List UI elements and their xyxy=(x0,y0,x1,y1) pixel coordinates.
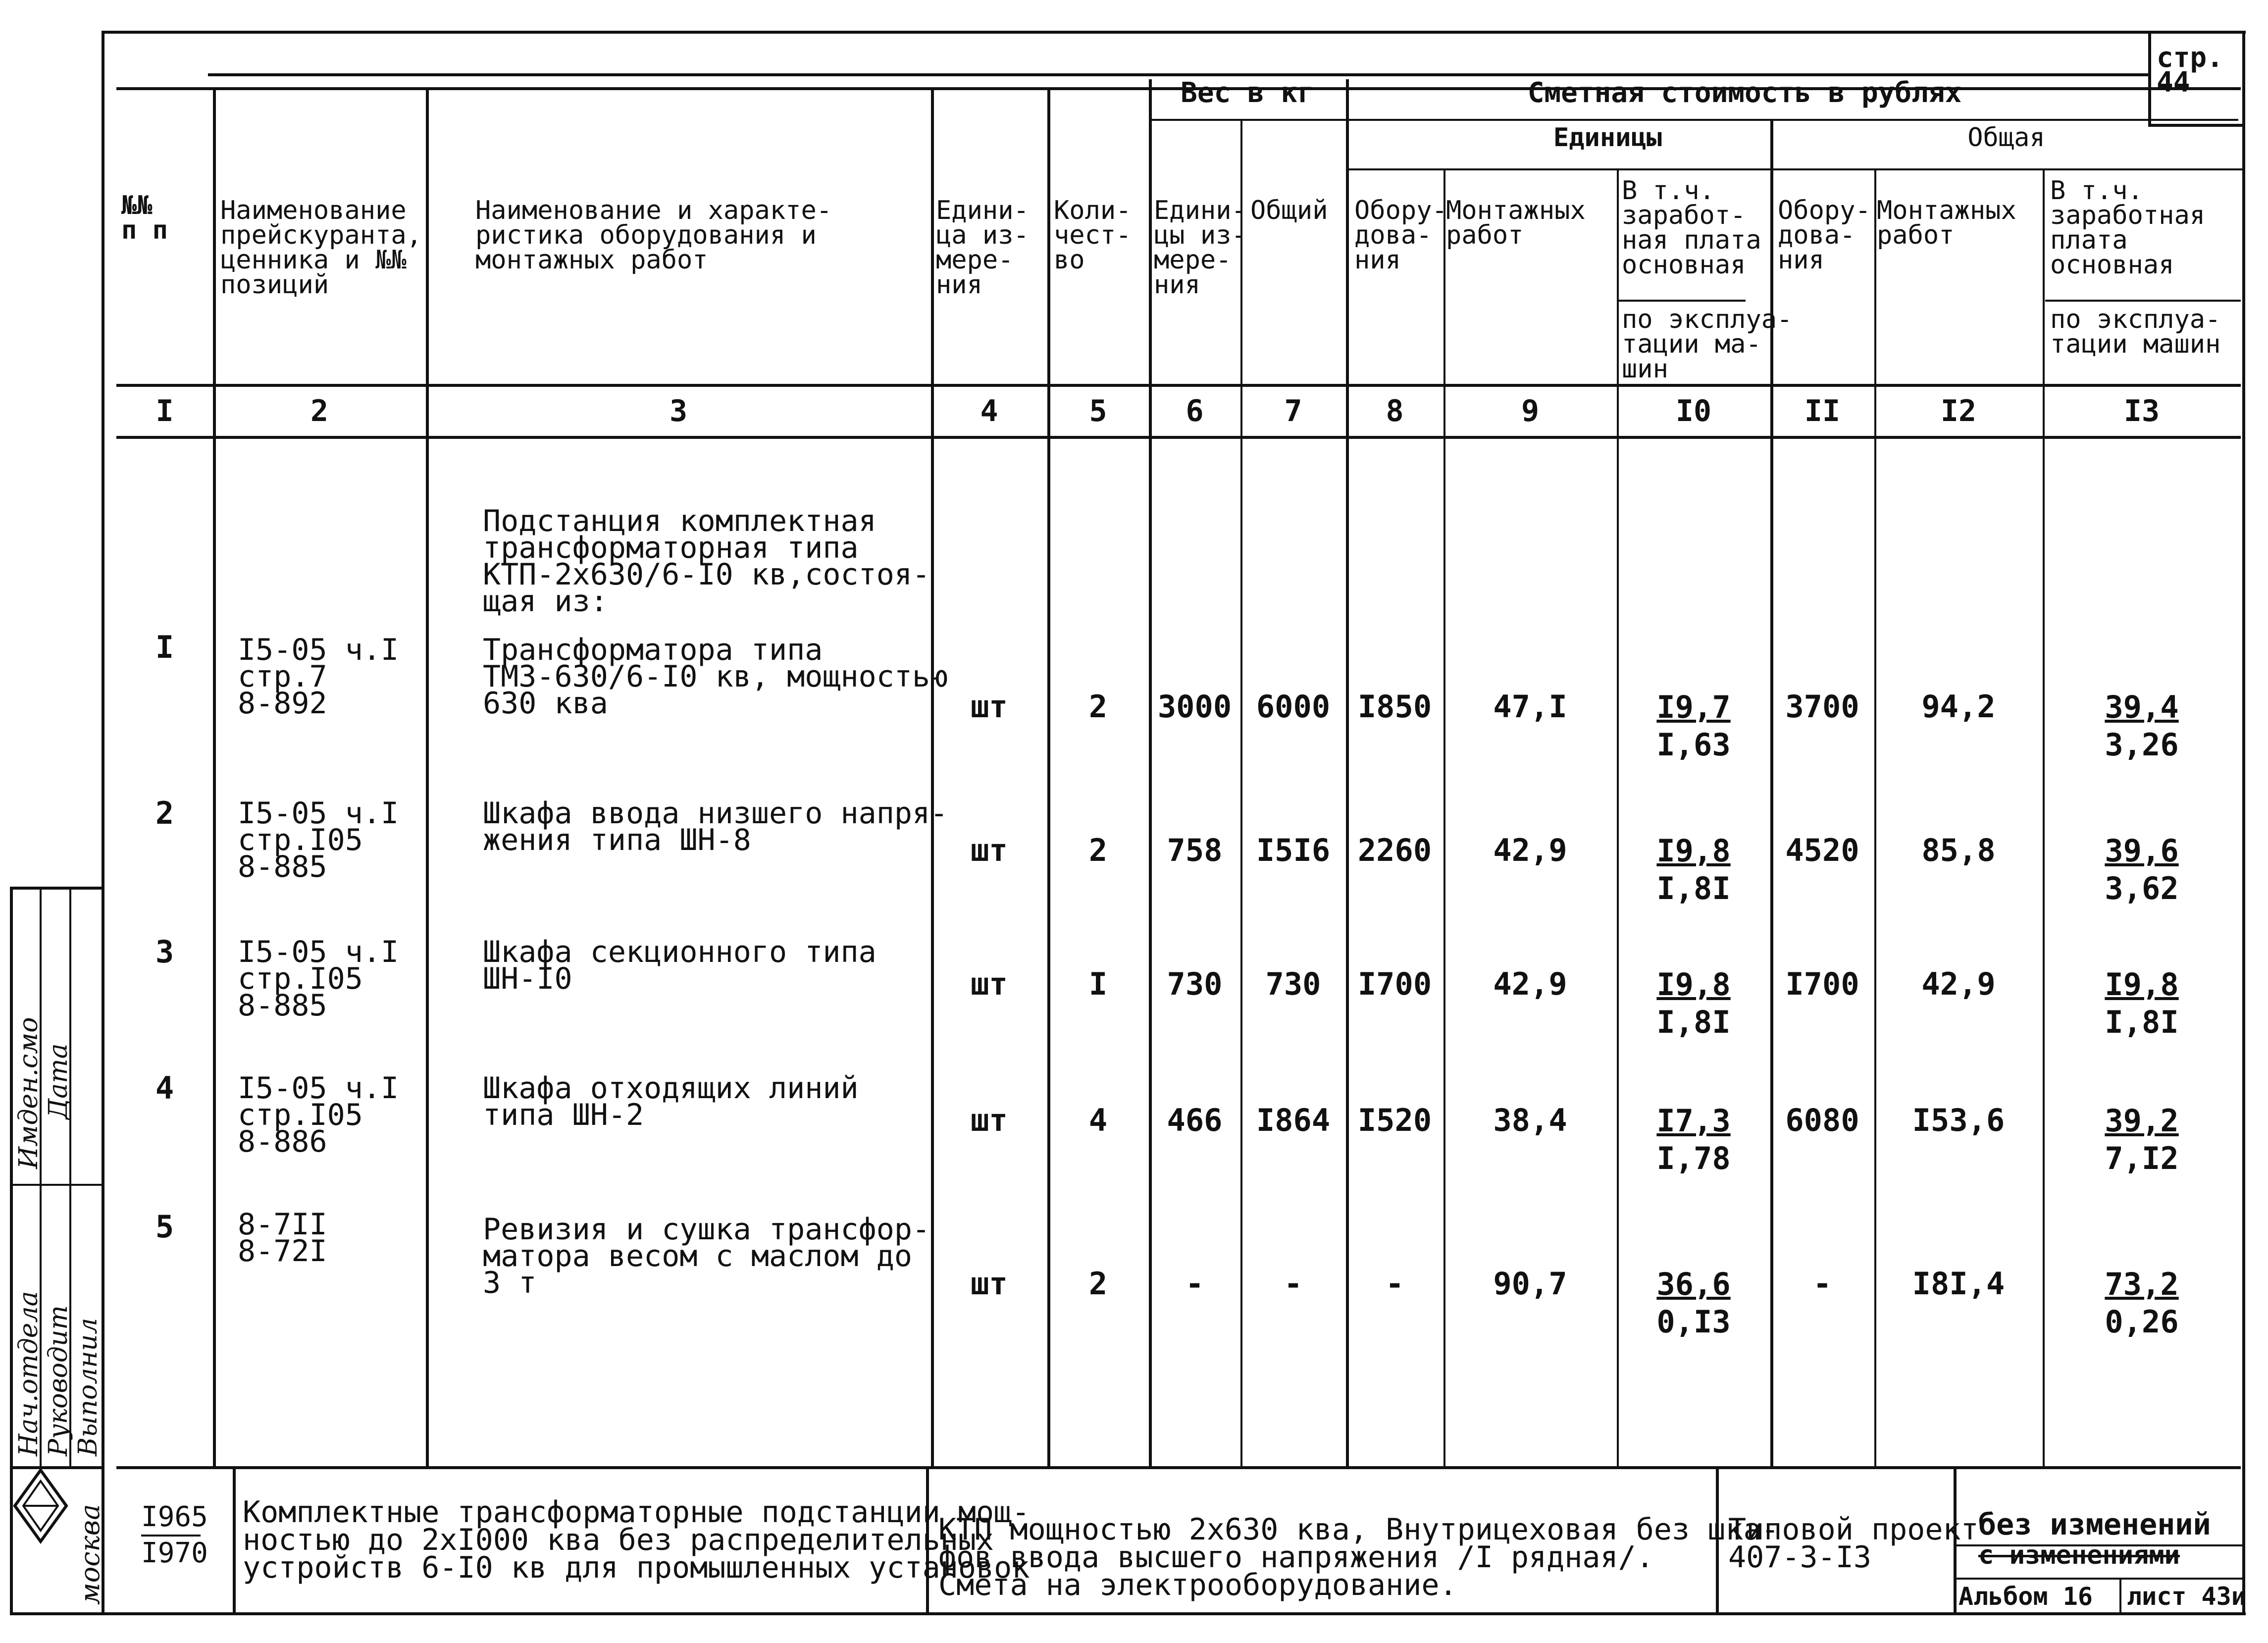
header-col10-top: В т.ч. заработ- ная плата основная xyxy=(1622,176,1761,280)
footer-year-end: I970 xyxy=(141,1537,208,1569)
row1-mounting-total: 94,2 xyxy=(1921,689,1996,725)
side-role-2: Руководит xyxy=(44,1305,73,1456)
header-line-units xyxy=(1346,168,2242,170)
colnum-10: I0 xyxy=(1675,394,1712,428)
row5-weight-total: - xyxy=(1284,1266,1303,1302)
frame-second-line xyxy=(208,73,2149,76)
row1-equipment-total: 3700 xyxy=(1785,689,1859,725)
row2-equipment: 2260 xyxy=(1357,832,1432,868)
header-col9: Монтажных работ xyxy=(1446,196,1586,250)
row5-wages xyxy=(1617,1266,1770,1341)
row4-ref: I5-05 ч.I стр.I05 8-886 xyxy=(238,1071,399,1159)
row2-wages-total xyxy=(2043,832,2241,907)
row4-equipment-total: 6080 xyxy=(1785,1102,1859,1138)
col-line-5 xyxy=(1047,87,1050,1466)
row3-weight-total: 730 xyxy=(1265,966,1321,1002)
header-col12: Монтажных работ xyxy=(1877,196,2016,250)
row1-wage-main: I9,7 xyxy=(1656,689,1731,725)
row2-equipment-total: 4520 xyxy=(1785,832,1859,868)
frame-top-line xyxy=(102,31,2246,34)
row3-wage-main: I9,8 xyxy=(1656,966,1731,1003)
side-role-3: Выполнил xyxy=(73,1318,103,1456)
footer-album: Альбом 16 xyxy=(1959,1582,2093,1611)
row2-name: Шкафа ввода низшего напря- жения типа ШН-8 xyxy=(483,796,948,857)
row3-qty: I xyxy=(1088,966,1108,1002)
header-col1: №№ п п xyxy=(121,191,168,245)
col-line-7 xyxy=(1240,119,1242,1466)
row1-ref: I5-05 ч.I стр.7 8-892 xyxy=(238,633,399,721)
side-city: москва xyxy=(74,1504,105,1605)
footer-changes: без изменений xyxy=(1978,1507,2211,1542)
footer-project: Типовой проект 407-3-I3 xyxy=(1728,1512,1979,1575)
row2-mounting: 42,9 xyxy=(1493,832,1567,868)
footer-title: Комплектные трансформаторные подстанции мощ- ностью до 2хI000 ква без распределительных устройств 6-I0 кв для промышленных установок xyxy=(243,1495,1030,1585)
footer-description: КТП мощностью 2х630 ква, Внутрицеховая без шка- фов ввода высшего напряжения /I рядная/. Смета на электрооборудование. xyxy=(938,1512,1779,1602)
row4-qty: 4 xyxy=(1088,1102,1108,1138)
row3-wage-main-total: I9,8 xyxy=(2105,966,2179,1003)
header-col10-bottom: по эксплуа- тации ма- шин xyxy=(1622,305,1793,384)
footer-year-divider xyxy=(141,1535,201,1537)
header-col13-bottom: по эксплуа- тации машин xyxy=(2050,305,2221,359)
header-line-col10-split xyxy=(1617,300,1746,302)
footer-changes-with: с изменениями xyxy=(1978,1540,2180,1570)
row2-weight-unit: 758 xyxy=(1167,832,1223,868)
header-col7: Общий xyxy=(1250,196,1328,225)
row1-weight-total: 6000 xyxy=(1256,689,1331,725)
header-col5: Коли- чест- во xyxy=(1054,196,1132,275)
header-line-bottom xyxy=(116,384,2241,387)
colnum-11: II xyxy=(1804,394,1841,428)
footer-album-line xyxy=(1954,1578,2242,1580)
row5-wage-main-total: 73,2 xyxy=(2105,1266,2179,1302)
row5-ref: 8-7II 8-72I xyxy=(238,1207,327,1269)
side-label-cols-2: Дата xyxy=(44,1043,73,1119)
row3-mounting: 42,9 xyxy=(1493,966,1567,1002)
row1-qty: 2 xyxy=(1088,689,1108,725)
row4-mounting: 38,4 xyxy=(1493,1102,1567,1138)
colnum-line-bottom xyxy=(116,436,2241,439)
colnum-9: 9 xyxy=(1521,394,1540,428)
row4-wage-machines-total: 7,I2 xyxy=(2105,1140,2179,1176)
colnum-8: 8 xyxy=(1386,394,1404,428)
row5-unit: шт xyxy=(971,1266,1008,1302)
row3-number: 3 xyxy=(155,934,174,970)
side-strip-sign-line xyxy=(10,1184,102,1186)
row1-name: Трансформатора типа ТМЗ-630/6-I0 кв, мощностью 630 ква xyxy=(483,633,948,721)
row3-equipment: I700 xyxy=(1357,966,1432,1002)
row5-wage-machines: 0,I3 xyxy=(1656,1304,1731,1340)
footer-album-sep xyxy=(2119,1578,2121,1612)
row1-number: I xyxy=(155,629,174,665)
row4-weight-unit: 466 xyxy=(1167,1102,1223,1138)
header-col8: Обору- дова- ния xyxy=(1354,196,1447,275)
page-box-left xyxy=(2148,31,2151,125)
row3-wages xyxy=(1617,966,1770,1041)
footer-line-1 xyxy=(233,1466,236,1612)
footer-year-start: I965 xyxy=(141,1501,208,1533)
side-label-cols-1: Имден.смо xyxy=(14,1017,44,1169)
row4-wages-total xyxy=(2043,1102,2241,1177)
colnum-1: I xyxy=(155,394,174,428)
header-col4: Едини- ца из- мере- ния xyxy=(936,196,1029,300)
colnum-12: I2 xyxy=(1940,394,1977,428)
row2-wage-machines: I,8I xyxy=(1656,870,1731,906)
row4-wage-machines: I,78 xyxy=(1656,1140,1731,1176)
row1-equipment: I850 xyxy=(1357,689,1432,725)
row2-wage-main-total: 39,6 xyxy=(2105,833,2179,869)
row4-unit: шт xyxy=(971,1102,1008,1138)
row5-mounting-total: I8I,4 xyxy=(1912,1266,2005,1302)
row3-weight-unit: 730 xyxy=(1167,966,1223,1002)
row2-ref: I5-05 ч.I стр.I05 8-885 xyxy=(238,796,399,884)
colnum-4: 4 xyxy=(980,394,998,428)
row2-weight-total: I5I6 xyxy=(1256,832,1331,868)
row5-wage-main: 36,6 xyxy=(1656,1266,1731,1302)
row2-mounting-total: 85,8 xyxy=(1921,832,1996,868)
row1-wages-total xyxy=(2043,689,2241,764)
row5-name: Ревизия и сушка трансфор- матора весом с маслом до 3 т xyxy=(483,1212,930,1300)
header-col6: Едини- цы из- мере- ния xyxy=(1154,196,1247,300)
colnum-13: I3 xyxy=(2123,394,2160,428)
row1-wage-main-total: 39,4 xyxy=(2105,689,2179,725)
footer-sheet: лист 43и xyxy=(2127,1582,2246,1611)
row2-wage-machines-total: 3,62 xyxy=(2105,870,2179,906)
row4-wage-main: I7,3 xyxy=(1656,1103,1731,1139)
row3-unit: шт xyxy=(971,966,1008,1002)
header-col3: Наименование и характе- ристика оборудования и монтажных работ xyxy=(475,196,832,275)
row2-qty: 2 xyxy=(1088,832,1108,868)
side-role-1: Нач.отдела xyxy=(14,1291,44,1456)
header-line-weight xyxy=(1149,119,2238,121)
row4-wages xyxy=(1617,1102,1770,1177)
row1-wage-machines-total: 3,26 xyxy=(2105,727,2179,763)
colnum-7: 7 xyxy=(1284,394,1302,428)
row5-equipment-total: - xyxy=(1813,1266,1832,1302)
row4-number: 4 xyxy=(155,1070,174,1106)
frame-bottom-line xyxy=(102,1612,2246,1615)
header-col13-top: В т.ч. заработная плата основная xyxy=(2050,176,2206,280)
row1-mounting: 47,I xyxy=(1493,689,1567,725)
frame-right-line xyxy=(2242,31,2245,1613)
colnum-6: 6 xyxy=(1186,394,1204,428)
row5-mounting: 90,7 xyxy=(1493,1266,1567,1302)
colnum-3: 3 xyxy=(669,394,688,428)
row4-mounting-total: I53,6 xyxy=(1912,1102,2005,1138)
row4-wage-main-total: 39,2 xyxy=(2105,1103,2179,1139)
row3-wages-total xyxy=(2043,966,2241,1041)
row2-unit: шт xyxy=(971,832,1008,868)
body-bottom-line xyxy=(116,1466,2241,1469)
col-line-8 xyxy=(1346,79,1349,1466)
header-weight-group: Вес в кг xyxy=(1181,77,1314,109)
row2-wage-main: I9,8 xyxy=(1656,833,1731,869)
header-line-col13-split xyxy=(2045,300,2241,302)
row1-wage-machines: I,63 xyxy=(1656,727,1731,763)
row1-wages xyxy=(1617,689,1770,764)
row4-name: Шкафа отходящих линий типа ШН-2 xyxy=(483,1071,859,1132)
row5-wages-total xyxy=(2043,1266,2241,1341)
header-units-group: Единицы xyxy=(1553,123,1662,153)
header-total-group: Общая xyxy=(1967,123,2045,153)
row2-number: 2 xyxy=(155,795,174,831)
row4-equipment: I520 xyxy=(1357,1102,1432,1138)
institute-logo xyxy=(11,1466,70,1545)
side-strip-bottom xyxy=(10,1612,102,1615)
row3-equipment-total: I700 xyxy=(1785,966,1859,1002)
col-line-2 xyxy=(213,87,216,1466)
page-number-label: стр. 44 xyxy=(2157,42,2223,99)
intro-text: Подстанция комплектная трансформаторная типа КТП-2х630/6-I0 кв,состоя- щая из: xyxy=(483,504,930,619)
colnum-5: 5 xyxy=(1089,394,1107,428)
row3-wage-machines-total: I,8I xyxy=(2105,1004,2179,1040)
header-col2: Наименование прейскуранта, ценника и №№ позиций xyxy=(220,196,422,300)
row5-number: 5 xyxy=(155,1209,174,1245)
col-line-6 xyxy=(1149,79,1152,1466)
row5-qty: 2 xyxy=(1088,1266,1108,1302)
col-line-4 xyxy=(931,87,934,1466)
row1-weight-unit: 3000 xyxy=(1157,689,1232,725)
col-line-3 xyxy=(426,87,429,1466)
colnum-2: 2 xyxy=(310,394,329,428)
row1-unit: шт xyxy=(971,689,1008,725)
row3-mounting-total: 42,9 xyxy=(1921,966,1996,1002)
row5-weight-unit: - xyxy=(1185,1266,1204,1302)
row3-ref: I5-05 ч.I стр.I05 8-885 xyxy=(238,935,399,1023)
row5-wage-machines-total: 0,26 xyxy=(2105,1304,2179,1340)
row3-name: Шкафа секционного типа ШН-I0 xyxy=(483,935,876,996)
header-cost-group: Сметная стоимость в рублях xyxy=(1527,77,1962,109)
row2-wages xyxy=(1617,832,1770,907)
row5-equipment: - xyxy=(1385,1266,1404,1302)
side-strip-top xyxy=(10,887,102,890)
row3-wage-machines: I,8I xyxy=(1656,1004,1731,1040)
row4-weight-total: I864 xyxy=(1256,1102,1331,1138)
header-col11: Обору- дова- ния xyxy=(1778,196,1871,275)
